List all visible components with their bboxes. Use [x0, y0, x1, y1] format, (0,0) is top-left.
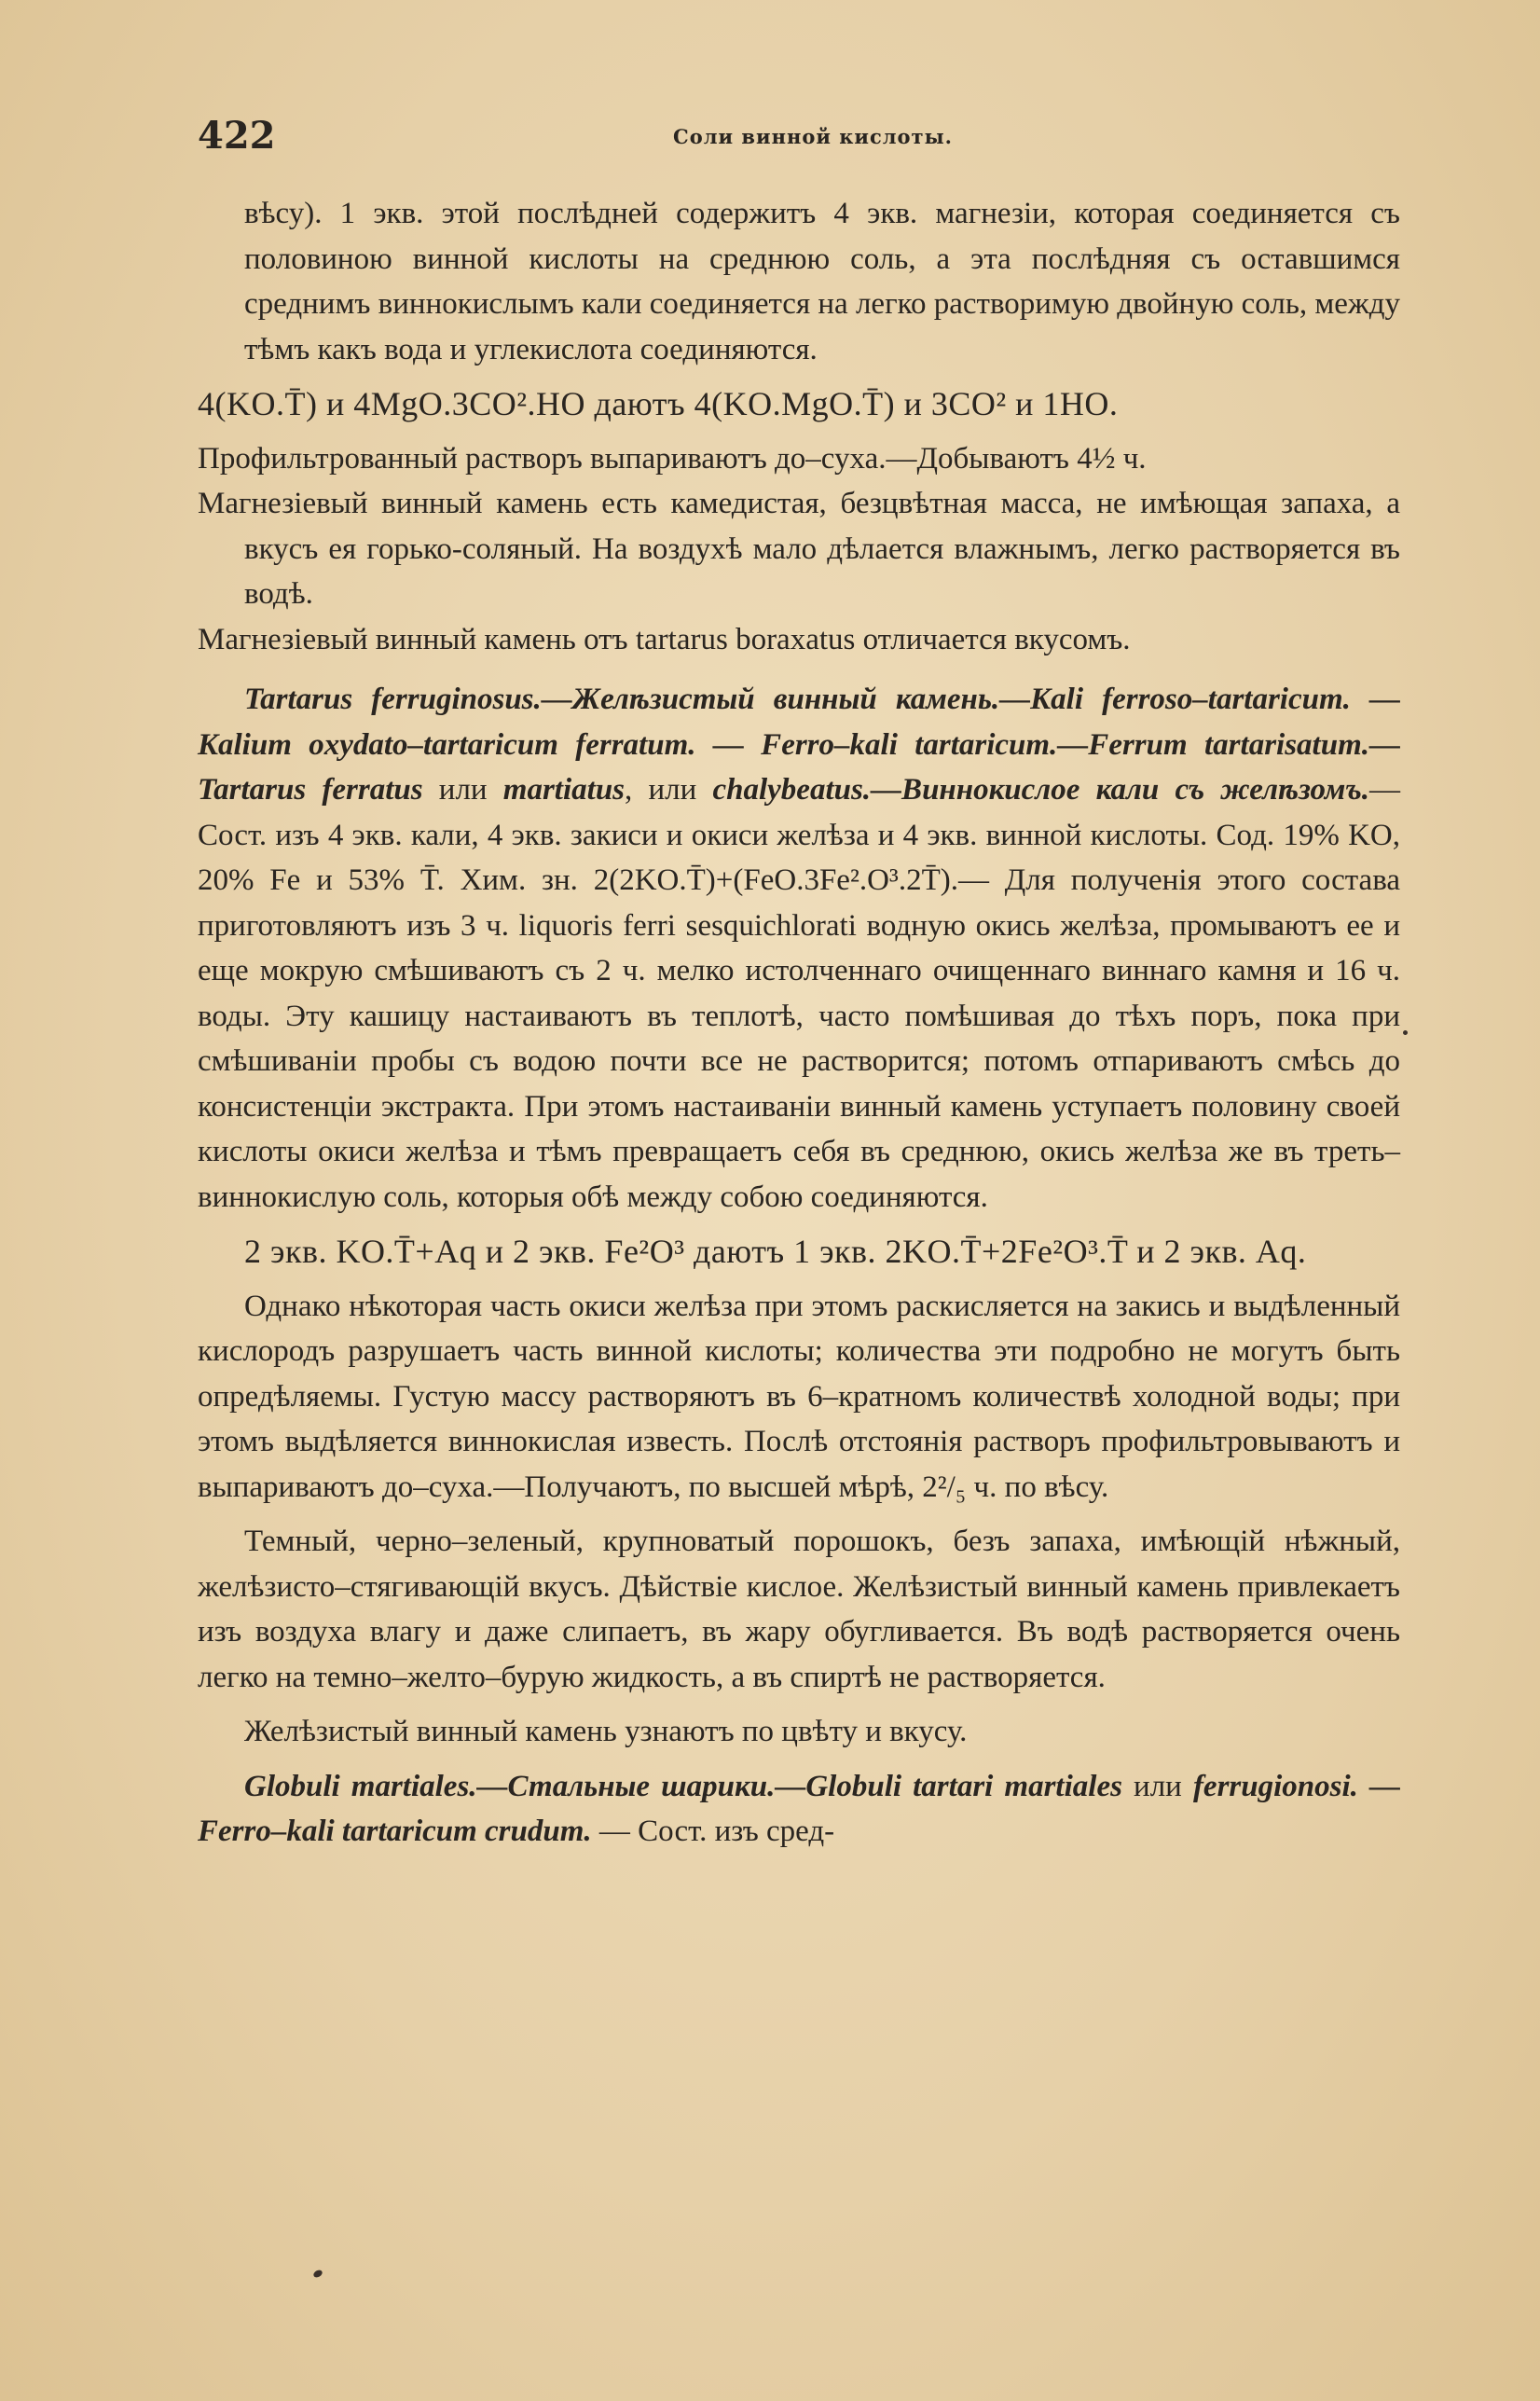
entry-title-italic: Tartarus ferruginosus.—Желѣзистый винный камень.—Kali ferroso–tartaricum. — Kalium oxydato–tartaricum ferratum. — Ferro–kali tartaricum.—Ferrum tartarisatum.— Tartarus ferratus — [198, 683, 1400, 807]
formula-line-2: 2 экв. KO.T̄+Aq и 2 экв. Fe²O³ даютъ 1 экв. 2KO.T̄+2Fe²O³.T̄ и 2 экв. Aq. — [244, 1233, 1307, 1270]
paragraph-reduction: Однако нѣкоторая часть окиси желѣза при этомъ раскисляется на закись и выдѣленный кислородъ разрушаетъ часть винной кислоты; количества эти подробно не могутъ быть опредѣляемы. Густую массу растворяютъ въ 6–кратномъ количествѣ холодной воды; при этомъ выдѣляется виннокислая известь. Послѣ отстоянія растворъ профильтровываютъ и выпариваютъ до–суха.—Получаютъ, по высшей мѣрѣ, 2²/₅ ч. по вѣсу. — [198, 1289, 1400, 1504]
page-header — [198, 110, 1391, 166]
ink-spot-mark — [312, 2269, 323, 2279]
entry-body-text: —Сост. изъ 4 экв. кали, 4 экв. закиси и окиси желѣза и 4 экв. винной кислоты. Сод. 19% KO, 20% Fe и 53% T̄. Хим. зн. 2(2KO.T̄)+(FeO.3Fe².O³.2T̄).— Для полученія этого состава приготовляютъ изъ 3 ч. liquoris ferri sesquichlorati водную окись желѣза, промываютъ ее и еще мокрую смѣшиваютъ съ 2 ч. мелко истолченнаго очищеннаго виннаго камня и 16 ч. воды. Эту кашицу настаиваютъ въ теплотѣ, часто помѣшивая до тѣхъ поръ, пока при смѣшиваніи пробы съ водою почти все не растворится; потомъ отпариваютъ смѣсь до консистенціи экстракта. При этомъ настаиваніи винный камень уступаетъ половину своей кислоты окиси желѣза и тѣмъ превращаетъ себя въ среднюю, окись желѣза же въ треть–виннокислую соль, которыя обѣ между собою соединяются. — [198, 773, 1400, 1214]
paragraph-distinction: Магнезіевый винный камень отъ tartarus boraxatus отличается вкусомъ. — [198, 622, 1131, 656]
body-text — [198, 191, 1400, 1864]
entry-title-italic-3: chalybeatus.—Виннокислое кали съ желѣзомъ. — [712, 773, 1369, 807]
paragraph-yield: Профильтрованный растворъ выпариваютъ до–суха.—Добываютъ 4½ ч. — [198, 441, 1147, 476]
connector-text: или — [422, 773, 503, 807]
paragraph-properties: Темный, черно–зеленый, крупноватый порошокъ, безъ запаха, имѣющій нѣжный, желѣзисто–стягивающій вкусъ. Дѣйствіе кислое. Желѣзистый винный камень привлекаетъ изъ воздуха влагу и даже слипаетъ, въ жару обугливается. Въ водѣ растворяется очень легко на темно–желто–бурую жидкость, а въ спиртѣ не растворяется. — [198, 1525, 1400, 1694]
paragraph-description: Магнезіевый винный камень есть камедистая, безцвѣтная масса, не имѣющая запаха, а вкусъ ея горько-соляный. На воздухѣ мало дѣлается влажнымъ, легко растворяется въ водѣ. — [198, 487, 1400, 611]
entry-title-italic-2: martiatus — [502, 773, 626, 807]
globuli-martiales-entry — [198, 1764, 1400, 1855]
formula-line: 4(KO.T̄) и 4MgO.3CO².HO даютъ 4(KO.MgO.T̄) и 3CO² и 1HO. — [198, 385, 1119, 422]
globuli-title-italic: Globuli martiales.—Стальные шарики.—Globuli tartari martiales — [244, 1769, 1122, 1803]
paragraph-continuation: вѣсу). 1 экв. этой послѣдней содержитъ 4 экв. магнезіи, которая соединяется съ половиною винной кислоты на среднюю соль, а эта послѣдняя съ оставшимся среднимъ виннокислымъ кали соединяется на легко растворимую двойную соль, между тѣмъ какъ вода и углекислота соединяются. — [244, 197, 1400, 366]
connector-text-2: , или — [625, 773, 713, 807]
running-title: Соли винной кислоты. — [673, 125, 953, 148]
globuli-connector: или — [1121, 1769, 1193, 1803]
paragraph-identification: Желѣзистый винный камень узнаютъ по цвѣту и вкусу. — [244, 1715, 968, 1748]
globuli-title-italic-2: ferrugionosi. — Ferro–kali tartaricum crudum. — [198, 1769, 1400, 1848]
page-number: 422 — [198, 114, 276, 158]
globuli-body-text: — Сост. изъ сред- — [591, 1815, 835, 1848]
tartarus-ferruginosus-entry — [198, 677, 1400, 1220]
ink-spot-mark-small — [1402, 1029, 1409, 1036]
